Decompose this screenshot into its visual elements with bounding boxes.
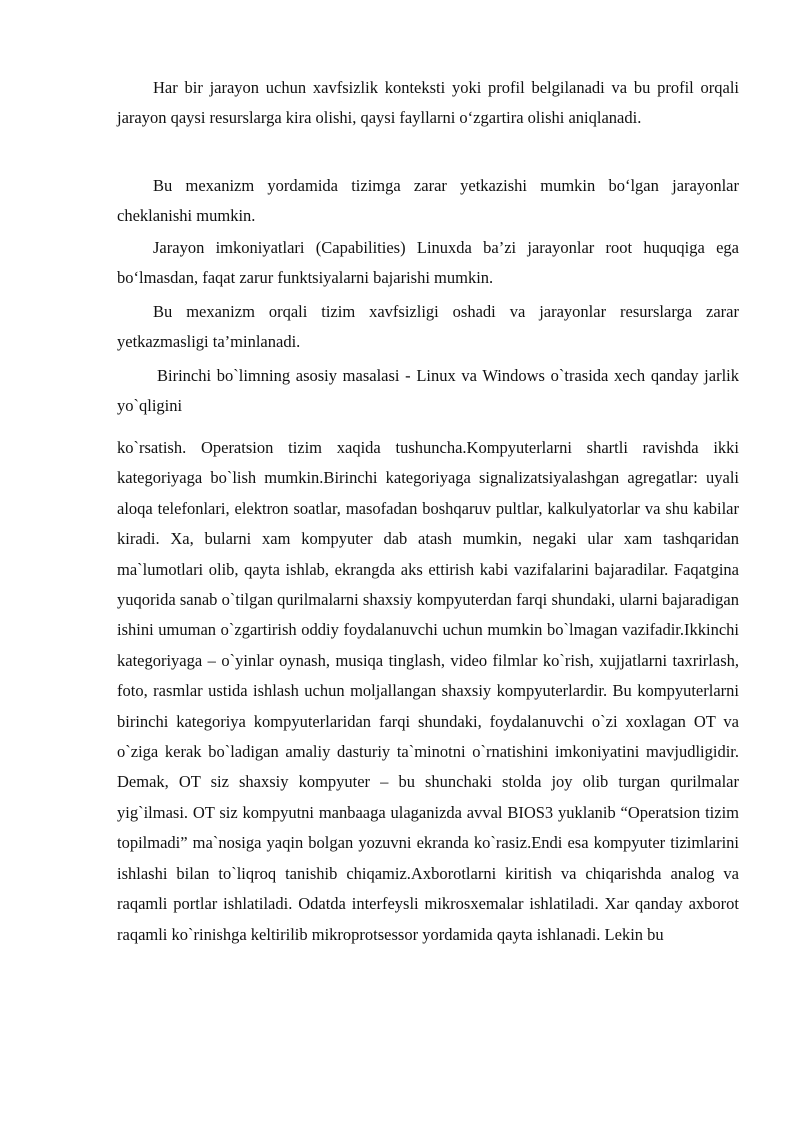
paragraph-security-context: Har bir jarayon uchun xavfsizlik konteksti yoki profil belgilanadi va bu profil orqali jarayon qaysi resurslarga kira olishi, qaysi fayllarni o‘zgartira olishi aniqlanadi.: [117, 78, 739, 127]
paragraph-capabilities: Jarayon imkoniyatlari (Capabilities) Linuxda ba’zi jarayonlar root huquqiga ega bo‘lmasdan, faqat zarur funktsiyalarni bajarishi mumkin.: [117, 238, 739, 287]
paragraph-os-concept: ko`rsatish. Operatsion tizim xaqida tushuncha.Kompyuterlarni shartli ravishda ikki kategoriyaga bo`lish mumkin.Birinchi kategoriyaga signalizatsiyalashgan agregatlar: uyali aloqa telefonlari, elektron soatlar, masofadan boshqaruv pultlar, kalkulyatorlar va shu kabilar kiradi. Xa, bularni xam kompyuter dab atash mumkin, negaki ular xam tashqaridan ma`lumotlari olib, qayta ishlab, ekrangda aks ettirish kabi vazifalarini bajaradilar. Faqatgina yuqorida sanab o`tilgan qurilmalarni shaxsiy kompyuterdan farqi shundaki, ularni bajaradigan ishini umuman o`zgartirish oddiy foydalanuvchi uchun mumkin bo`lmagan vazifadir.Ikkinchi kategoriyaga – o`yinlar oynash, musiqa tinglash, video filmlar ko`rish, xujjatlarni taxrirlash, foto, rasmlar ustida ishlash uchun moljallangan shaxsiy kompyuterlardir. Bu kompyuterlarni birinchi kategoriya kompyuterlaridan farqi shundaki, foydalanuvchi o`zi xoxlagan OT va o`ziga kerak bo`ladigan amaliy dasturiy ta`minotni o`rnatishini imkoniyatini mavjudligidir. Demak, OT siz shaxsiy kompyuter – bu shunchaki stolda joy olib turgan qurilmalar yig`ilmasi. OT siz kompyutni manbaaga ulaganizda avval BIOS3 yuklanib “Operatsion tizim topilmadi” ma`nosiga yaqin bolgan yozuvni ekranda ko`rasiz.Endi esa kompyuter tizimlarini ishlashi bilan to`liqroq tanishib chiqamiz.Axborotlarni kiritish va chiqarishda analog va raqamli portlar ishlatiladi. Odatda interfeysli mikrosxemalar ishlatiladi. Xar qanday axborot raqamli ko`rinishga keltirilib mikroprotsessor yordamida qayta ishlanadi. Lekin bu: [117, 438, 739, 944]
paragraph-security-increase: Bu mexanizm orqali tizim xavfsizligi oshadi va jarayonlar resurslarga zarar yetkazmasligi ta’minlanadi.: [117, 302, 739, 351]
paragraph-mechanism-restriction: Bu mexanizm yordamida tizimga zarar yetkazishi mumkin bo‘lgan jarayonlar cheklanishi mumkin.: [117, 176, 739, 225]
paragraph-section-task: Birinchi bo`limning asosiy masalasi - Linux va Windows o`trasida xech qanday jarlik yo`qligini: [117, 366, 739, 415]
